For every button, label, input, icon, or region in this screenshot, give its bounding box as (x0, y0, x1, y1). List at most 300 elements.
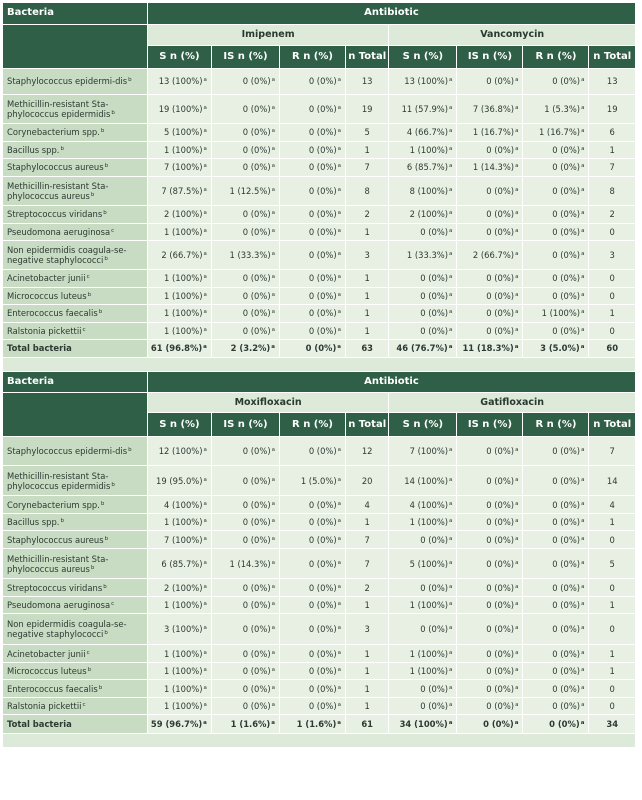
footnote-mark: c (111, 227, 115, 234)
footnote-mark: a (271, 500, 275, 507)
value-cell (279, 514, 345, 531)
value-text: 1 (364, 648, 370, 659)
value-cell (147, 141, 211, 158)
footnote-mark: a (581, 625, 585, 631)
value-text: 1 (100%) (409, 648, 449, 659)
footnote-mark: a (337, 518, 341, 524)
value-text: 1 (12.5%) (229, 185, 271, 196)
total-value-cell (457, 339, 523, 357)
total-n-cell (346, 715, 389, 734)
footnote-mark: a (581, 250, 585, 257)
footnote-mark: a (337, 649, 341, 656)
value-text: 1 (16.7%) (472, 127, 515, 137)
footnote-mark: a (337, 684, 341, 691)
value-text: 1 (100%) (164, 666, 203, 676)
n-total-cell (346, 680, 389, 698)
value-text: 1 (5.3%) (544, 103, 581, 114)
value-text: 0 (0%) (420, 534, 449, 545)
value-cell (279, 240, 345, 269)
value-cell (389, 123, 457, 141)
footnote-mark: a (449, 227, 453, 234)
footnote-mark: a (203, 684, 207, 691)
value-text: 4 (609, 499, 615, 510)
footnote-mark: a (515, 163, 519, 169)
bacteria-name-text: Pseudomona aeruginosa (7, 226, 111, 237)
value-cell (523, 698, 589, 715)
value-cell (523, 597, 589, 614)
column-header: S n (%) (147, 413, 211, 437)
footnote-mark: a (449, 667, 453, 673)
drug-name-2: Vancomycin (389, 24, 636, 45)
n-total-cell (346, 158, 389, 176)
value-cell (457, 496, 523, 514)
value-cell (523, 680, 589, 698)
value-text: 13 (100%) (158, 76, 203, 86)
value-text: 14 (100%) (404, 475, 449, 486)
value-cell (147, 123, 211, 141)
n-total-cell (589, 645, 636, 663)
value-cell (211, 68, 279, 94)
footnote-mark: a (449, 500, 453, 507)
value-text: 1 (100%) (164, 701, 203, 711)
footnote-mark: a (203, 344, 207, 350)
n-total-cell (346, 549, 389, 579)
value-text: 0 (0%) (552, 273, 581, 283)
footnote-mark: a (449, 476, 453, 483)
footnote-mark: a (271, 344, 275, 350)
value-text: 0 (0%) (308, 325, 337, 336)
value-text: 7 (609, 446, 615, 456)
footnote-mark: a (271, 326, 275, 333)
value-text: 2 (100%) (409, 209, 449, 219)
total-value-cell (147, 339, 211, 357)
footnote-mark: a (337, 344, 341, 350)
footnote-mark: a (271, 535, 275, 542)
value-text: 0 (0%) (308, 624, 337, 634)
value-text: 19 (606, 103, 618, 114)
total-value-text: 34 (100%) (399, 719, 448, 729)
value-text: 0 (0%) (552, 648, 581, 659)
value-cell (279, 437, 345, 466)
footnote-mark: a (581, 649, 585, 656)
value-text: 0 (0%) (242, 226, 271, 237)
value-text: 0 (0%) (242, 290, 271, 301)
value-text: 0 (0%) (308, 226, 337, 237)
value-text: 1 (609, 517, 615, 527)
value-text: 0 (0%) (242, 701, 271, 711)
bacteria-name (3, 205, 147, 223)
total-label: Total bacteria (3, 339, 147, 357)
value-cell (279, 579, 345, 597)
value-cell (457, 680, 523, 698)
value-text: 2 (66.7%) (472, 249, 515, 260)
value-cell (211, 437, 279, 466)
footnote-mark: a (581, 684, 585, 691)
footnote-mark: a (337, 559, 341, 566)
footnote-mark: a (203, 163, 207, 169)
footnote-mark: a (337, 447, 341, 453)
value-text: 0 (0%) (486, 144, 515, 155)
value-text: 1 (16.7%) (538, 127, 581, 137)
bacteria-name (3, 466, 147, 496)
footnote-mark: b (103, 583, 107, 590)
footnote-mark: a (203, 702, 207, 708)
value-cell (147, 68, 211, 94)
total-value-text: 61 (96.8%) (150, 343, 203, 353)
value-cell (279, 287, 345, 304)
bacteria-name-text: Acinetobacter junii (7, 273, 86, 283)
value-cell (523, 437, 589, 466)
value-cell (457, 437, 523, 466)
footnote-mark: a (515, 291, 519, 298)
value-cell (147, 240, 211, 269)
value-text: 0 (0%) (308, 249, 337, 260)
value-cell (147, 680, 211, 698)
n-total-cell (346, 531, 389, 549)
value-text: 0 (0%) (486, 701, 515, 711)
bacteria-name (3, 223, 147, 240)
footnote-mark: a (581, 535, 585, 542)
footnote-mark: a (449, 163, 453, 169)
footnote-mark: a (515, 145, 519, 152)
value-cell (523, 158, 589, 176)
footnote-mark: a (449, 186, 453, 193)
value-text: 0 (0%) (308, 648, 337, 659)
value-text: 0 (0%) (552, 683, 581, 694)
bacteria-name (3, 437, 147, 466)
bacteria-name (3, 663, 147, 680)
footnote-mark: a (203, 104, 207, 111)
bacteria-name-text: Ralstonia pickettii (7, 701, 82, 711)
value-text: 0 (0%) (552, 325, 581, 336)
footnote-mark: a (580, 720, 585, 726)
value-cell (457, 123, 523, 141)
bacteria-name (3, 158, 147, 176)
footnote-mark: a (581, 128, 585, 134)
footnote-mark: a (581, 667, 585, 673)
value-text: 0 (0%) (242, 446, 271, 456)
footnote-mark: a (337, 227, 341, 234)
bacteria-name (3, 680, 147, 698)
footnote-mark: a (203, 145, 207, 152)
value-cell (457, 614, 523, 645)
value-text: 0 (0%) (552, 249, 581, 260)
footnote-mark: a (271, 583, 275, 590)
footnote-mark: a (581, 186, 585, 193)
footnote-mark: a (515, 210, 519, 216)
bacteria-header: Bacteria (3, 372, 147, 393)
bacteria-name (3, 514, 147, 531)
value-cell (211, 158, 279, 176)
n-total-cell (589, 205, 636, 223)
value-text: 0 (0%) (552, 558, 581, 569)
value-cell (279, 176, 345, 205)
n-total-cell (589, 663, 636, 680)
footnote-mark: c (82, 702, 86, 708)
value-text: 0 (0%) (308, 517, 337, 527)
total-label: Total bacteria (3, 715, 147, 734)
value-cell (211, 531, 279, 549)
footnote-mark: a (203, 476, 207, 483)
value-text: 3 (364, 624, 370, 634)
value-text: 0 (0%) (308, 127, 337, 137)
total-value-text: 0 (0%) (549, 719, 580, 729)
footnote-mark: a (449, 583, 453, 590)
footnote-mark: a (515, 500, 519, 507)
footnote-mark: a (203, 535, 207, 542)
n-total-cell (346, 223, 389, 240)
footnote-mark: a (203, 518, 207, 524)
footnote-mark: a (271, 559, 275, 566)
footnote-mark: a (337, 186, 341, 193)
value-cell (279, 698, 345, 715)
value-text: 0 (0%) (308, 701, 337, 711)
total-value-cell (457, 715, 523, 734)
bacteria-name-text: Methicillin-resistant Sta-phylococcus aureus (7, 553, 109, 574)
footnote-mark: a (203, 309, 207, 315)
n-total-cell (346, 496, 389, 514)
footnote-mark: a (581, 145, 585, 152)
bacteria-name (3, 549, 147, 579)
value-text: 7 (364, 558, 370, 569)
value-text: 6 (85.7%) (406, 162, 449, 172)
antibiotic-header: Antibiotic (147, 3, 635, 24)
moxifloxacin-gatifloxacin-table (3, 372, 636, 749)
total-n-cell (346, 339, 389, 357)
bacteria-name (3, 176, 147, 205)
value-cell (457, 698, 523, 715)
bacteria-header-blank (3, 393, 147, 437)
value-cell (389, 597, 457, 614)
value-cell (523, 531, 589, 549)
footnote-mark: b (111, 481, 115, 488)
value-text: 0 (0%) (308, 209, 337, 219)
value-text: 1 (364, 325, 370, 336)
document (3, 3, 636, 748)
value-text: 3 (100%) (164, 624, 203, 634)
value-cell (211, 496, 279, 514)
value-text: 1 (364, 666, 370, 676)
value-text: 0 (0%) (308, 76, 337, 86)
value-text: 4 (364, 499, 370, 510)
value-text: 0 (609, 582, 615, 593)
value-text: 0 (0%) (486, 600, 515, 610)
value-text: 13 (606, 76, 618, 86)
footnote-mark: a (271, 227, 275, 234)
footnote-mark: a (203, 583, 207, 590)
footnote-mark: a (203, 291, 207, 298)
value-cell (523, 514, 589, 531)
value-cell (457, 205, 523, 223)
value-text: 1 (14.3%) (229, 558, 271, 569)
footnote-mark: a (581, 702, 585, 708)
footnote-mark: b (87, 667, 92, 673)
footnote-mark: a (581, 583, 585, 590)
value-text: 1 (33.3%) (406, 249, 449, 260)
value-text: 0 (0%) (420, 701, 449, 711)
bacteria-name (3, 597, 147, 614)
footnote-mark: a (581, 447, 585, 453)
value-text: 1 (100%) (164, 226, 203, 237)
value-text: 0 (0%) (486, 499, 515, 510)
bacteria-name (3, 645, 147, 663)
value-cell (147, 549, 211, 579)
value-text: 6 (85.7%) (161, 558, 203, 569)
value-cell (389, 158, 457, 176)
value-text: 0 (0%) (420, 308, 449, 318)
total-value-text: 59 (96.7%) (150, 719, 203, 729)
value-text: 1 (364, 600, 370, 610)
n-total-cell (346, 205, 389, 223)
total-value-text: 0 (0%) (305, 343, 337, 353)
value-text: 0 (0%) (486, 446, 515, 456)
value-cell (211, 223, 279, 240)
footnote-mark: a (449, 625, 453, 631)
value-text: 0 (0%) (486, 517, 515, 527)
n-total-cell (346, 437, 389, 466)
footnote-mark: a (449, 702, 453, 708)
value-text: 0 (0%) (242, 308, 271, 318)
footnote-mark: a (580, 344, 585, 350)
value-text: 0 (609, 683, 615, 694)
bacteria-name (3, 322, 147, 339)
value-text: 7 (100%) (409, 446, 449, 456)
footnote-mark: a (581, 326, 585, 333)
n-total-cell (346, 141, 389, 158)
total-value-text: 1 (1.6%) (230, 719, 271, 729)
value-cell (457, 514, 523, 531)
footnote-mark: a (203, 447, 207, 453)
footnote-mark: a (581, 518, 585, 524)
value-cell (147, 579, 211, 597)
bacteria-name-text: Bacillus spp. (7, 144, 60, 155)
value-text: 4 (66.7%) (406, 127, 449, 137)
bacteria-name (3, 240, 147, 269)
value-cell (211, 240, 279, 269)
footnote-mark: a (337, 210, 341, 216)
footnote-mark: a (203, 77, 207, 83)
value-text: 7 (364, 534, 370, 545)
column-header: S n (%) (389, 413, 457, 437)
footnote-mark: b (98, 684, 103, 691)
bacteria-name-text: Methicillin-resistant Sta-phylococcus aureus (7, 180, 109, 201)
footnote-mark: a (581, 274, 585, 280)
footnote-mark: a (203, 186, 207, 193)
value-text: 0 (0%) (308, 582, 337, 593)
value-text: 0 (0%) (486, 325, 515, 336)
bacteria-name (3, 614, 147, 645)
footnote-mark: a (515, 559, 519, 566)
value-cell (523, 579, 589, 597)
footnote-mark: a (337, 583, 341, 590)
bacteria-name-text: Streptococcus viridans (7, 209, 103, 219)
value-text: 1 (364, 701, 370, 711)
n-total-cell (589, 549, 636, 579)
value-text: 0 (0%) (486, 290, 515, 301)
footnote-mark: a (271, 309, 275, 315)
bacteria-name-text: Micrococcus luteus (7, 666, 87, 676)
value-text: 0 (0%) (242, 499, 271, 510)
value-text: 0 (609, 290, 615, 301)
total-value-text: 1 (1.6%) (296, 719, 337, 729)
bacteria-name-text: Corynebacterium spp. (7, 499, 100, 510)
column-header: IS n (%) (457, 413, 523, 437)
footnote-mark: b (111, 109, 115, 116)
bacteria-name-text: Acinetobacter junii (7, 648, 86, 659)
footnote-mark: a (271, 447, 275, 453)
value-text: 0 (0%) (420, 683, 449, 694)
value-cell (279, 680, 345, 698)
value-cell (457, 287, 523, 304)
value-text: 1 (364, 226, 370, 237)
footnote-mark: a (515, 476, 519, 483)
value-cell (523, 240, 589, 269)
value-cell (211, 287, 279, 304)
footnote-mark: a (271, 649, 275, 656)
value-cell (523, 322, 589, 339)
footnote-mark: a (515, 447, 519, 453)
footnote-mark: a (271, 625, 275, 631)
footnote-mark: a (337, 720, 341, 726)
value-cell (389, 531, 457, 549)
footnote-mark: a (271, 186, 275, 193)
footnote-mark: a (271, 667, 275, 673)
value-text: 11 (57.9%) (401, 103, 449, 114)
column-header: IS n (%) (211, 45, 279, 68)
value-text: 8 (100%) (409, 185, 449, 196)
footnote-mark: a (515, 77, 519, 83)
value-text: 7 (609, 162, 615, 172)
value-text: 0 (0%) (486, 534, 515, 545)
footnote-mark: a (515, 601, 519, 607)
value-text: 0 (609, 534, 615, 545)
value-text: 0 (0%) (486, 558, 515, 569)
value-cell (211, 579, 279, 597)
footnote-mark: b (100, 128, 105, 134)
column-header: n Total (346, 45, 389, 68)
bacteria-name-text: Methicillin-resistant Sta-phylococcus epidermidis (7, 98, 111, 119)
value-cell (523, 205, 589, 223)
value-cell (457, 597, 523, 614)
value-text: 6 (609, 127, 615, 137)
value-text: 5 (100%) (164, 127, 203, 137)
bacteria-header: Bacteria (3, 3, 147, 24)
drug-name-1: Moxifloxacin (147, 393, 388, 413)
value-text: 7 (364, 162, 370, 172)
value-text: 0 (0%) (420, 273, 449, 283)
footnote-mark: a (337, 667, 341, 673)
n-total-cell (346, 663, 389, 680)
footnote-mark: a (203, 559, 207, 566)
footnote-mark: a (337, 274, 341, 280)
value-cell (389, 437, 457, 466)
value-cell (279, 205, 345, 223)
value-text: 0 (0%) (242, 144, 271, 155)
value-cell (211, 176, 279, 205)
bacteria-name-text: Corynebacterium spp. (7, 127, 100, 137)
footnote-mark: b (104, 255, 108, 262)
value-text: 1 (33.3%) (229, 249, 271, 260)
value-text: 1 (100%) (164, 308, 203, 318)
total-value-text: 46 (76.7%) (396, 343, 448, 353)
n-total-cell (346, 94, 389, 123)
value-text: 1 (364, 517, 370, 527)
footnote-mark: a (581, 77, 585, 83)
footnote-mark: a (449, 250, 453, 257)
bacteria-name (3, 531, 147, 549)
footnote-mark: a (271, 77, 275, 83)
n-total-cell (589, 680, 636, 698)
